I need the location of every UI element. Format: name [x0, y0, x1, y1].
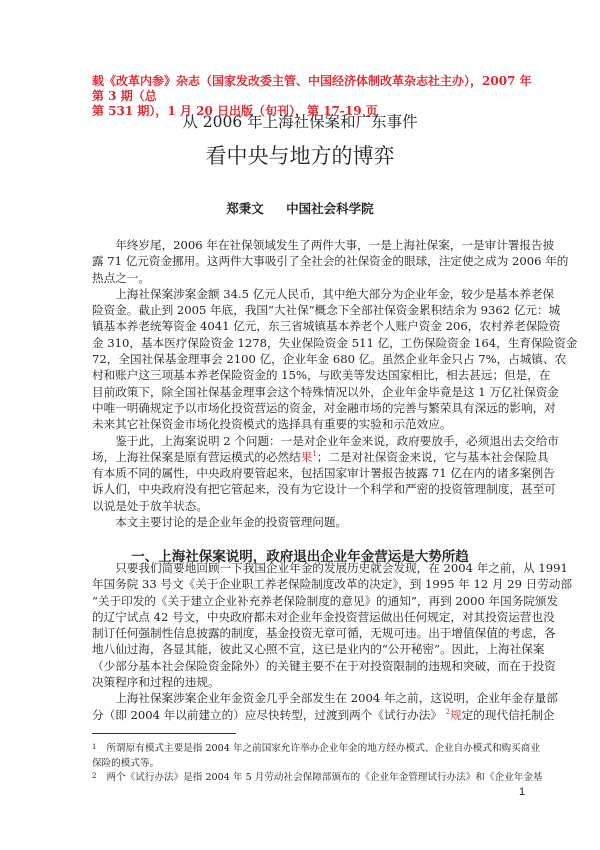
- paragraph-line: [92, 449, 549, 465]
- footnote-reference[interactable]: 2: [445, 707, 451, 716]
- text-segment: 分（即 2004 年以前建立的）应尽快转型，过渡到两个《试行办法》: [92, 707, 446, 722]
- paragraph-line: 决策程序和过程的违规。: [92, 675, 220, 690]
- author-affiliation: 中国社会科学院: [286, 201, 374, 216]
- footnotes: [92, 742, 543, 786]
- footnote-number: 1: [92, 743, 97, 751]
- footnote-reference[interactable]: 1: [312, 449, 317, 458]
- paragraph-line: 险资金。截止到 2005 年底，我国“大社保”概念下全部社保资金累积结余为 9362 亿元：城: [92, 303, 561, 318]
- paragraph-line: 以说是处于放羊状态。: [92, 498, 208, 513]
- paragraph-line: 露 71 亿元资金挪用。这两件大事吸引了全社会的社保资金的眼球，注定使之成为 2006 年的: [92, 254, 569, 269]
- page-number: 1: [519, 786, 526, 798]
- paragraph-line: 镇基本养老统筹资金 4041 亿元，东三省城镇基本养老个人账户资金 206，农村养老保险资: [92, 319, 561, 334]
- paragraph-line: 的辽宁试点 42 号文，中央政府都未对企业年金投资营运做出任何规定，对其投资运营也没: [92, 609, 555, 624]
- paragraph-line: 未来其它社保资金市场化投资模式的选择具有重要的实验和示范效应。: [92, 417, 452, 432]
- title-line-2: 看中央与地方的博弈: [205, 144, 395, 168]
- author-name: 郑秉文: [226, 201, 264, 216]
- footnote-text: 两个《试行办法》是指 2004 年 5 月劳动社会保障部颁布的《企业年金管理试行办法》和《企业年金基: [106, 772, 543, 783]
- paragraph-line: [92, 707, 555, 723]
- paragraph-line: 鉴于此，上海案说明 2 个问题：一是对企业年金来说，政府要放手，必须退出去交给市: [115, 433, 559, 448]
- footnote-line: [92, 742, 540, 757]
- section-heading: 一、上海社保案说明，政府退出企业年金营运是大势所趋: [131, 549, 469, 565]
- paragraph-line: 年终岁尾，2006 年在社保领域发生了两件大事，一是上海社保案，一是审计署报告披: [115, 238, 555, 252]
- footnote-line: [92, 757, 525, 772]
- text-segment: 定的现代信托制企: [461, 707, 555, 722]
- title-line-1: 从 2006 年上海社保案和广东事件: [182, 113, 418, 131]
- section-1-text: [92, 560, 573, 723]
- footnote-text: 所谓原有模式主要是指 2004 年之前国家允许举办企业年金的地方经办模式、企业自办模式和购买商业: [106, 743, 540, 754]
- text-segment: 场，上海社保案是原有营运模式的必然结: [92, 449, 301, 464]
- footnote-separator: [92, 733, 236, 734]
- paragraph-line: “关于印发的《关于建立企业补充养老保险制度的意见》的通知”，再到 2000 年国务院颁发: [92, 593, 559, 608]
- paragraph-line: 只要我们简要地回顾一下我国企业年金的发展历史就会发现，在 2004 年之前，从 1991: [115, 561, 568, 575]
- paragraph-line: 本文主要讨论的是企业年金的投资管理问题。: [115, 515, 348, 530]
- paragraph-line: 72，全国社保基金理事会 2100 亿，企业年金 680 亿。虽然企业年金只占 7%，占城镇、农: [92, 352, 567, 367]
- footnote-number: 2: [92, 772, 97, 780]
- paragraph-line: 热点之一。: [92, 270, 150, 285]
- paragraph-line: 上海社保案涉案企业年金资金几乎全部发生在 2004 年之前，这说明，企业年金存量部: [115, 691, 558, 706]
- footnote-text: 保险的模式等。: [92, 757, 160, 769]
- footnote-line: [92, 771, 543, 786]
- paragraph-line: 中唯一明确规定予以市场化投资营运的资金，对金融市场的完善与繁荣具有深远的影响，对: [92, 400, 556, 415]
- paragraph-line: 有本质不同的属性，中央政府要管起来，包括国家审计署报告披露 71 亿在内的诸多案例告: [92, 466, 555, 481]
- paragraph-line: 金 310，基本医疗保险资金 1278，失业保险资金 511 亿，工伤保险资金 164，生育保险资金: [92, 335, 578, 350]
- text-segment: 果: [300, 449, 313, 464]
- paragraph-line: 诉人们，中央政府没有把它管起来，没有为它设计一个科学和严密的投资管理制度，甚至可: [92, 482, 556, 497]
- paragraph-line: 年国务院 33 号文《关于企业职工养老保险制度改革的决定》，到 1995 年 12 月 29 日劳动部: [92, 577, 573, 592]
- source-note-line: 第 531 期），1 月 20 日出版（旬刊），第 17-19 页: [92, 104, 378, 118]
- paragraph-line: （少部分基本社会保险资金除外）的关键主要不在于对投资限制的违规和突破，而在于投资: [92, 658, 556, 673]
- intro-text: [92, 237, 578, 530]
- paragraph-line: 上海社保案涉案金额 34.5 亿元人民币，其中绝大部分为企业年金，较少是基本养老保: [115, 286, 555, 301]
- paragraph-line: 地八仙过海，各显其能，彼此又心照不宣，这已是业内的“公开秘密”。因此，上海社保案: [92, 642, 545, 657]
- text-segment: ；二是对社保资金来说，它与基本社会保险具: [316, 449, 549, 464]
- source-note-line: 载《改革内参》杂志（国家发改委主管、中国经济体制改革杂志社主办），2007 年第 3 期（总: [92, 74, 532, 103]
- author-line: [0, 199, 600, 217]
- text-segment: 规: [450, 707, 462, 722]
- paragraph-line: 目前政策下，除全国社保基金理事会这个特殊情况以外，企业年金毕竟是这 1 万亿社保资金: [92, 384, 559, 399]
- paragraph-line: 村和账户这三项基本养老保险资金的 15%，与欧美等发达国家相比，相去甚远；但是，在: [92, 368, 551, 383]
- paragraph-line: 制订任何强制性信息披露的制度，基金投资无章可循，无规可违。出于增值保值的考虑，各: [92, 626, 556, 641]
